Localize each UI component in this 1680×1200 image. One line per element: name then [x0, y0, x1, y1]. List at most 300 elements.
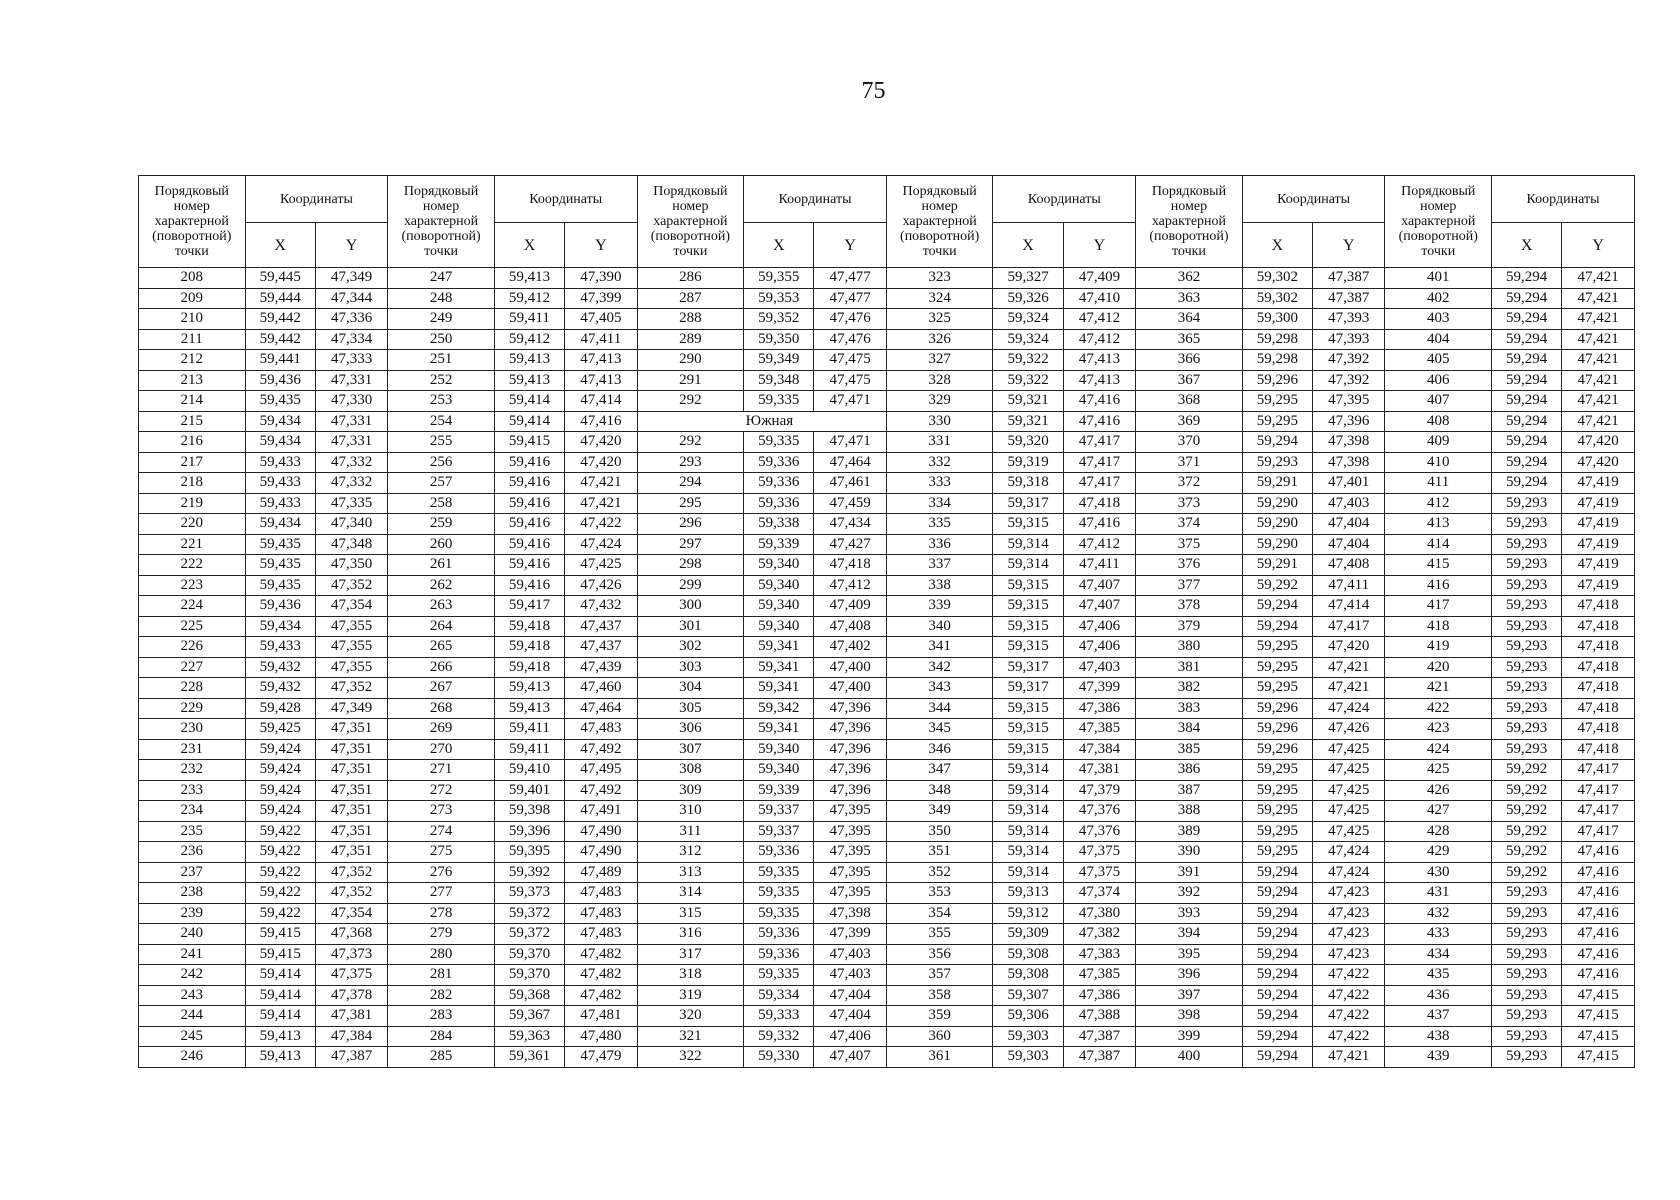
- point-number: 407: [1385, 391, 1492, 412]
- coord-x: 59,294: [1242, 985, 1312, 1006]
- point-number: 377: [1136, 575, 1243, 596]
- point-number: 303: [637, 657, 744, 678]
- point-number: 229: [139, 698, 246, 719]
- coord-x: 59,293: [1492, 965, 1562, 986]
- coord-y: 47,421: [565, 473, 637, 494]
- coord-y: 47,422: [1313, 1006, 1385, 1027]
- coord-y: 47,422: [565, 514, 637, 535]
- point-number: 311: [637, 821, 744, 842]
- point-number: 353: [886, 883, 993, 904]
- point-number: 364: [1136, 309, 1243, 330]
- coord-x: 59,340: [744, 760, 814, 781]
- coord-y: 47,411: [1313, 575, 1385, 596]
- coord-x: 59,350: [744, 329, 814, 350]
- coord-x: 59,436: [245, 596, 315, 617]
- point-number: 231: [139, 739, 246, 760]
- coord-y: 47,386: [1063, 698, 1135, 719]
- point-number: 359: [886, 1006, 993, 1027]
- coord-x: 59,424: [245, 801, 315, 822]
- coord-y: 47,395: [814, 883, 886, 904]
- point-number: 295: [637, 493, 744, 514]
- coord-y: 47,419: [1562, 575, 1635, 596]
- coord-y: 47,416: [1562, 883, 1635, 904]
- coord-x: 59,295: [1242, 637, 1312, 658]
- coord-y: 47,422: [1313, 985, 1385, 1006]
- coord-x: 59,294: [1242, 862, 1312, 883]
- coord-x: 59,293: [1492, 944, 1562, 965]
- table-row: [139, 698, 1635, 719]
- coord-x: 59,433: [245, 473, 315, 494]
- coord-y: 47,422: [1313, 1026, 1385, 1047]
- point-number: 324: [886, 288, 993, 309]
- coord-y: 47,383: [1063, 944, 1135, 965]
- coord-y: 47,387: [1313, 268, 1385, 289]
- coord-x: 59,335: [744, 391, 814, 412]
- point-number: 270: [388, 739, 495, 760]
- point-number: 263: [388, 596, 495, 617]
- coord-y: 47,425: [1313, 760, 1385, 781]
- coord-y: 47,475: [814, 350, 886, 371]
- table-row: [139, 391, 1635, 412]
- point-number: 427: [1385, 801, 1492, 822]
- coord-y: 47,409: [814, 596, 886, 617]
- coord-x: 59,324: [993, 309, 1063, 330]
- coord-x: 59,416: [494, 493, 564, 514]
- coord-y: 47,421: [1562, 391, 1635, 412]
- coord-x: 59,413: [245, 1026, 315, 1047]
- coord-x: 59,314: [993, 534, 1063, 555]
- coord-x: 59,312: [993, 903, 1063, 924]
- point-number: 252: [388, 370, 495, 391]
- coordinates-table: [138, 175, 1635, 1068]
- point-number: 417: [1385, 596, 1492, 617]
- coord-x: 59,424: [245, 780, 315, 801]
- table-row: [139, 780, 1635, 801]
- page-number: 75: [861, 78, 886, 104]
- coord-x: 59,339: [744, 534, 814, 555]
- coord-x: 59,319: [993, 452, 1063, 473]
- coord-y: 47,398: [1313, 452, 1385, 473]
- coord-y: 47,427: [814, 534, 886, 555]
- coord-y: 47,373: [315, 944, 387, 965]
- point-number: 341: [886, 637, 993, 658]
- point-number: 211: [139, 329, 246, 350]
- coord-x: 59,422: [245, 883, 315, 904]
- coord-x: 59,293: [1492, 903, 1562, 924]
- coord-x: 59,392: [494, 862, 564, 883]
- coord-y: 47,355: [315, 657, 387, 678]
- table-row: [139, 616, 1635, 637]
- point-number: 347: [886, 760, 993, 781]
- coord-x: 59,294: [1242, 924, 1312, 945]
- coord-y: 47,398: [1313, 432, 1385, 453]
- point-number: 248: [388, 288, 495, 309]
- coord-y: 47,387: [1063, 1026, 1135, 1047]
- table-row: [139, 452, 1635, 473]
- coord-y: 47,379: [1063, 780, 1135, 801]
- coord-y: 47,483: [565, 924, 637, 945]
- point-number: 219: [139, 493, 246, 514]
- coord-x: 59,353: [744, 288, 814, 309]
- coord-x: 59,340: [744, 575, 814, 596]
- coord-x: 59,425: [245, 719, 315, 740]
- coord-x: 59,418: [494, 657, 564, 678]
- coord-y: 47,425: [1313, 780, 1385, 801]
- point-number: 222: [139, 555, 246, 576]
- coord-x: 59,434: [245, 514, 315, 535]
- coord-x: 59,335: [744, 432, 814, 453]
- coord-y: 47,482: [565, 944, 637, 965]
- point-number: 388: [1136, 801, 1243, 822]
- point-number: 307: [637, 739, 744, 760]
- point-number: 267: [388, 678, 495, 699]
- coord-y: 47,332: [315, 452, 387, 473]
- point-number: 273: [388, 801, 495, 822]
- coord-y: 47,412: [1063, 329, 1135, 350]
- coord-x: 59,349: [744, 350, 814, 371]
- point-number: 437: [1385, 1006, 1492, 1027]
- coord-x: 59,294: [1242, 965, 1312, 986]
- coord-x: 59,411: [494, 309, 564, 330]
- coord-x: 59,294: [1492, 452, 1562, 473]
- coord-y: 47,475: [814, 370, 886, 391]
- coord-y: 47,390: [565, 268, 637, 289]
- coord-y: 47,418: [1562, 678, 1635, 699]
- coord-y: 47,407: [1063, 575, 1135, 596]
- coord-x: 59,293: [1492, 1026, 1562, 1047]
- coord-y: 47,406: [814, 1026, 886, 1047]
- point-number: 399: [1136, 1026, 1243, 1047]
- coord-x: 59,292: [1492, 821, 1562, 842]
- coord-y: 47,393: [1313, 309, 1385, 330]
- coord-x: 59,308: [993, 944, 1063, 965]
- coordinates-header: Координаты: [993, 176, 1136, 223]
- coord-y: 47,476: [814, 329, 886, 350]
- coord-x: 59,294: [1242, 903, 1312, 924]
- coord-y: 47,492: [565, 780, 637, 801]
- point-number: 232: [139, 760, 246, 781]
- coord-x: 59,317: [993, 678, 1063, 699]
- coord-x: 59,337: [744, 801, 814, 822]
- point-number: 250: [388, 329, 495, 350]
- coord-x: 59,293: [1492, 883, 1562, 904]
- coord-x: 59,314: [993, 780, 1063, 801]
- table-row: [139, 862, 1635, 883]
- point-number: 277: [388, 883, 495, 904]
- point-number: 269: [388, 719, 495, 740]
- coord-y: 47,344: [315, 288, 387, 309]
- point-number-header: Порядковый номер характерной (поворотной) точки: [886, 176, 993, 268]
- coord-x: 59,370: [494, 965, 564, 986]
- table-row: [139, 801, 1635, 822]
- point-number: 271: [388, 760, 495, 781]
- coord-y: 47,417: [1063, 473, 1135, 494]
- coord-y: 47,479: [565, 1047, 637, 1068]
- coord-x: 59,434: [245, 432, 315, 453]
- coord-x: 59,317: [993, 657, 1063, 678]
- y-header: Y: [1313, 223, 1385, 268]
- coord-x: 59,295: [1242, 678, 1312, 699]
- point-number: 266: [388, 657, 495, 678]
- point-number: 297: [637, 534, 744, 555]
- coord-y: 47,352: [315, 862, 387, 883]
- coord-x: 59,435: [245, 575, 315, 596]
- coord-y: 47,421: [1313, 1047, 1385, 1068]
- point-number-header: Порядковый номер характерной (поворотной) точки: [1136, 176, 1243, 268]
- coord-y: 47,407: [814, 1047, 886, 1068]
- coord-y: 47,368: [315, 924, 387, 945]
- coord-y: 47,418: [1562, 657, 1635, 678]
- coord-y: 47,421: [1562, 350, 1635, 371]
- coord-y: 47,376: [1063, 801, 1135, 822]
- table-row: [139, 760, 1635, 781]
- point-number: 240: [139, 924, 246, 945]
- coord-y: 47,402: [814, 637, 886, 658]
- coord-y: 47,418: [1562, 698, 1635, 719]
- coord-y: 47,420: [565, 452, 637, 473]
- coord-x: 59,293: [1492, 555, 1562, 576]
- point-number: 360: [886, 1026, 993, 1047]
- coord-y: 47,420: [1562, 432, 1635, 453]
- point-number: 361: [886, 1047, 993, 1068]
- point-number: 410: [1385, 452, 1492, 473]
- coord-x: 59,314: [993, 760, 1063, 781]
- x-header: X: [1492, 223, 1562, 268]
- point-number: 314: [637, 883, 744, 904]
- coord-y: 47,385: [1063, 965, 1135, 986]
- point-number: 401: [1385, 268, 1492, 289]
- coord-x: 59,433: [245, 637, 315, 658]
- coordinates-header: Координаты: [245, 176, 388, 223]
- coord-y: 47,350: [315, 555, 387, 576]
- coord-y: 47,416: [1063, 391, 1135, 412]
- coord-x: 59,315: [993, 514, 1063, 535]
- coord-y: 47,395: [814, 821, 886, 842]
- coord-x: 59,309: [993, 924, 1063, 945]
- coord-y: 47,351: [315, 719, 387, 740]
- x-header: X: [993, 223, 1063, 268]
- coord-x: 59,295: [1242, 657, 1312, 678]
- coord-y: 47,424: [1313, 862, 1385, 883]
- coord-x: 59,324: [993, 329, 1063, 350]
- coord-y: 47,400: [814, 657, 886, 678]
- point-number: 233: [139, 780, 246, 801]
- point-number: 242: [139, 965, 246, 986]
- table-row: [139, 1006, 1635, 1027]
- point-number: 371: [1136, 452, 1243, 473]
- coord-y: 47,387: [315, 1047, 387, 1068]
- point-number: 291: [637, 370, 744, 391]
- coord-y: 47,332: [315, 473, 387, 494]
- coord-x: 59,295: [1242, 821, 1312, 842]
- coord-y: 47,421: [1562, 411, 1635, 432]
- coord-x: 59,414: [494, 411, 564, 432]
- point-number: 265: [388, 637, 495, 658]
- table-row: [139, 473, 1635, 494]
- table-row: [139, 432, 1635, 453]
- coord-y: 47,416: [565, 411, 637, 432]
- point-number: 246: [139, 1047, 246, 1068]
- coord-x: 59,335: [744, 965, 814, 986]
- coord-y: 47,495: [565, 760, 637, 781]
- point-number: 378: [1136, 596, 1243, 617]
- coord-y: 47,424: [1313, 698, 1385, 719]
- coord-y: 47,404: [814, 1006, 886, 1027]
- coord-y: 47,416: [1562, 862, 1635, 883]
- point-number: 235: [139, 821, 246, 842]
- section-label: Южная: [637, 411, 886, 432]
- coord-x: 59,373: [494, 883, 564, 904]
- point-number: 318: [637, 965, 744, 986]
- point-number: 261: [388, 555, 495, 576]
- coord-y: 47,374: [1063, 883, 1135, 904]
- point-number: 373: [1136, 493, 1243, 514]
- coord-x: 59,418: [494, 616, 564, 637]
- point-number: 293: [637, 452, 744, 473]
- point-number: 339: [886, 596, 993, 617]
- coord-y: 47,418: [1562, 719, 1635, 740]
- point-number: 395: [1136, 944, 1243, 965]
- coord-x: 59,302: [1242, 268, 1312, 289]
- coord-x: 59,433: [245, 493, 315, 514]
- point-number: 299: [637, 575, 744, 596]
- point-number: 381: [1136, 657, 1243, 678]
- point-number: 424: [1385, 739, 1492, 760]
- table-row: [139, 555, 1635, 576]
- point-number: 305: [637, 698, 744, 719]
- point-number: 228: [139, 678, 246, 699]
- point-number-header: Порядковый номер характерной (поворотной) точки: [637, 176, 744, 268]
- point-number: 349: [886, 801, 993, 822]
- coord-y: 47,352: [315, 575, 387, 596]
- coord-x: 59,435: [245, 555, 315, 576]
- coord-x: 59,295: [1242, 411, 1312, 432]
- coord-x: 59,313: [993, 883, 1063, 904]
- coord-y: 47,419: [1562, 493, 1635, 514]
- coord-y: 47,331: [315, 432, 387, 453]
- point-number: 325: [886, 309, 993, 330]
- coord-x: 59,432: [245, 678, 315, 699]
- coord-y: 47,330: [315, 391, 387, 412]
- coord-x: 59,293: [1492, 575, 1562, 596]
- coord-y: 47,483: [565, 719, 637, 740]
- point-number: 309: [637, 780, 744, 801]
- coord-x: 59,294: [1242, 944, 1312, 965]
- point-number: 216: [139, 432, 246, 453]
- coord-y: 47,418: [1562, 637, 1635, 658]
- coord-y: 47,392: [1313, 370, 1385, 391]
- point-number: 289: [637, 329, 744, 350]
- table-row: [139, 883, 1635, 904]
- table-row: [139, 944, 1635, 965]
- point-number: 420: [1385, 657, 1492, 678]
- point-number: 346: [886, 739, 993, 760]
- coord-x: 59,413: [494, 698, 564, 719]
- table-row: [139, 411, 1635, 432]
- coordinates-header: Координаты: [494, 176, 637, 223]
- coord-x: 59,341: [744, 637, 814, 658]
- coord-x: 59,436: [245, 370, 315, 391]
- point-number: 257: [388, 473, 495, 494]
- coord-y: 47,413: [1063, 370, 1135, 391]
- coord-x: 59,415: [494, 432, 564, 453]
- coord-x: 59,442: [245, 309, 315, 330]
- point-number: 397: [1136, 985, 1243, 1006]
- coord-x: 59,413: [245, 1047, 315, 1068]
- table-header: [139, 176, 1635, 268]
- coord-x: 59,432: [245, 657, 315, 678]
- point-number: 366: [1136, 350, 1243, 371]
- point-number: 358: [886, 985, 993, 1006]
- coord-x: 59,414: [494, 391, 564, 412]
- coord-x: 59,321: [993, 411, 1063, 432]
- point-number: 382: [1136, 678, 1243, 699]
- coord-y: 47,418: [1562, 616, 1635, 637]
- coord-y: 47,351: [315, 739, 387, 760]
- coord-x: 59,291: [1242, 555, 1312, 576]
- point-number: 281: [388, 965, 495, 986]
- coord-y: 47,419: [1562, 534, 1635, 555]
- coord-y: 47,422: [1313, 965, 1385, 986]
- table-body: [139, 268, 1635, 1068]
- coord-y: 47,395: [814, 842, 886, 863]
- table-row: [139, 821, 1635, 842]
- coord-y: 47,404: [1313, 514, 1385, 535]
- coord-x: 59,314: [993, 862, 1063, 883]
- point-number: 429: [1385, 842, 1492, 863]
- coord-y: 47,386: [1063, 985, 1135, 1006]
- coord-x: 59,293: [1492, 596, 1562, 617]
- coord-y: 47,404: [814, 985, 886, 1006]
- point-number: 423: [1385, 719, 1492, 740]
- point-number: 337: [886, 555, 993, 576]
- point-number: 380: [1136, 637, 1243, 658]
- coord-y: 47,380: [1063, 903, 1135, 924]
- coord-x: 59,411: [494, 719, 564, 740]
- point-number: 243: [139, 985, 246, 1006]
- coord-x: 59,435: [245, 534, 315, 555]
- coord-y: 47,349: [315, 268, 387, 289]
- table-row: [139, 924, 1635, 945]
- coord-y: 47,461: [814, 473, 886, 494]
- coord-x: 59,336: [744, 452, 814, 473]
- table-row: [139, 719, 1635, 740]
- table-row: [139, 534, 1635, 555]
- coord-x: 59,293: [1492, 637, 1562, 658]
- coord-x: 59,293: [1492, 739, 1562, 760]
- coord-y: 47,387: [1063, 1047, 1135, 1068]
- point-number: 355: [886, 924, 993, 945]
- coord-x: 59,296: [1242, 370, 1312, 391]
- coord-x: 59,292: [1242, 575, 1312, 596]
- coord-y: 47,413: [565, 370, 637, 391]
- point-number: 322: [637, 1047, 744, 1068]
- point-number: 370: [1136, 432, 1243, 453]
- coord-y: 47,432: [565, 596, 637, 617]
- point-number: 317: [637, 944, 744, 965]
- coord-y: 47,413: [1063, 350, 1135, 371]
- coord-y: 47,355: [315, 637, 387, 658]
- coord-y: 47,336: [315, 309, 387, 330]
- coord-x: 59,424: [245, 739, 315, 760]
- coord-y: 47,415: [1562, 1047, 1635, 1068]
- point-number: 230: [139, 719, 246, 740]
- point-number: 262: [388, 575, 495, 596]
- coord-x: 59,293: [1492, 534, 1562, 555]
- point-number: 413: [1385, 514, 1492, 535]
- coord-x: 59,293: [1492, 616, 1562, 637]
- coord-y: 47,412: [1063, 309, 1135, 330]
